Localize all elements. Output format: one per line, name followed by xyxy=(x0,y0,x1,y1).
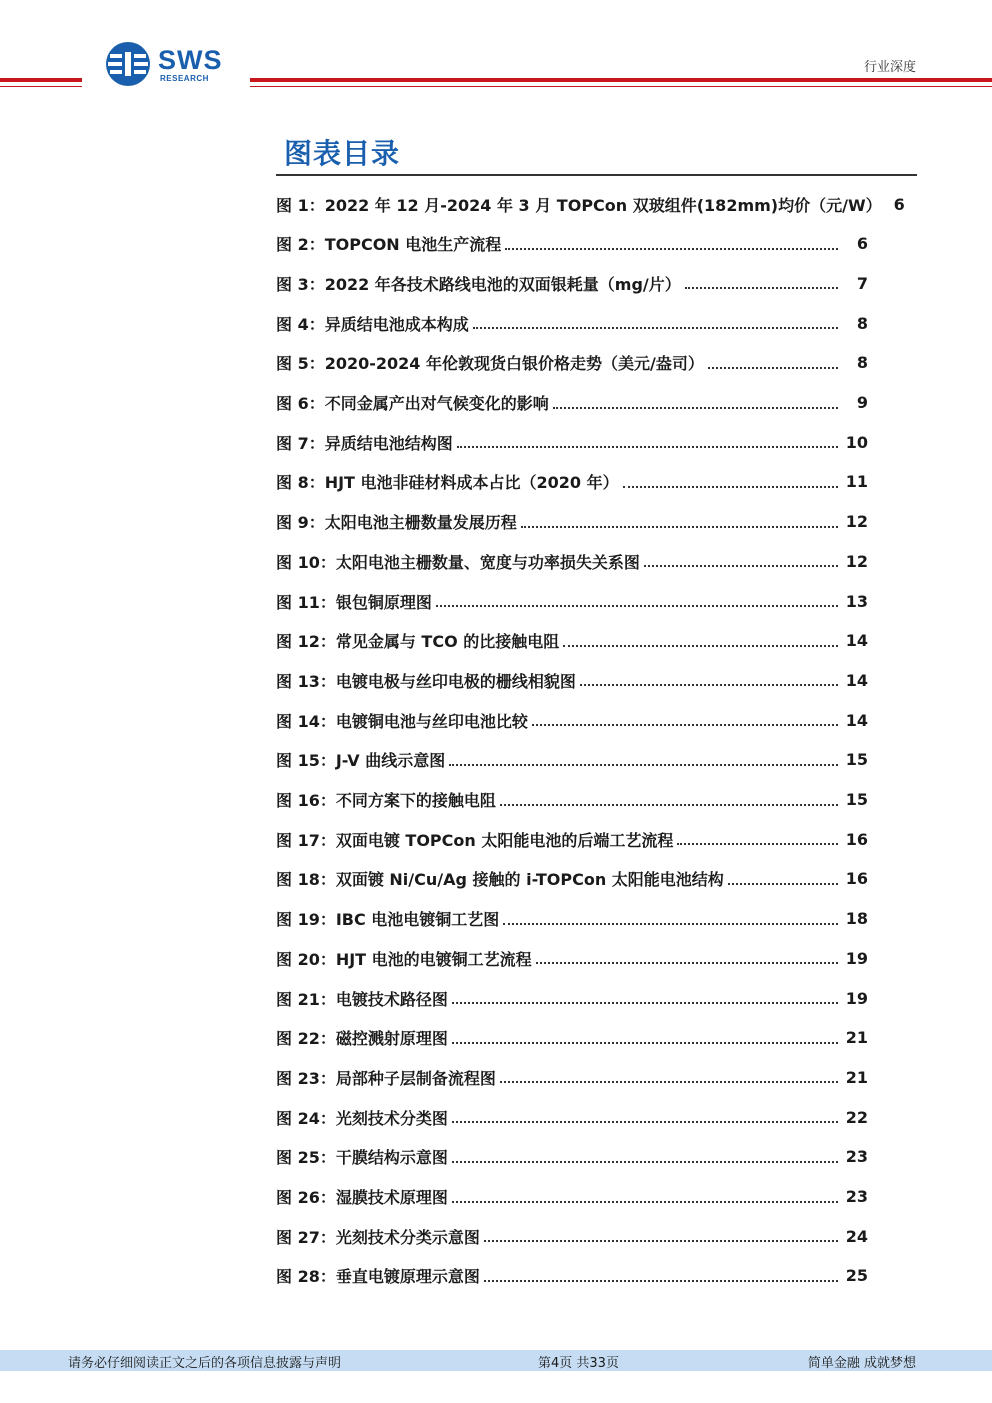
toc-entry-leader xyxy=(452,1201,838,1203)
toc-entry-leader xyxy=(436,605,838,607)
toc-entry-label: 图 4：异质结电池成本构成 xyxy=(276,314,469,334)
toc-entry-page: 23 xyxy=(845,1147,868,1167)
title-rule xyxy=(276,174,917,176)
logo-text: SWS xyxy=(158,45,223,75)
toc-entry-label: 图 6：不同金属产出对气候变化的影响 xyxy=(276,394,549,413)
toc-entry-page: 12 xyxy=(845,512,868,532)
footer-band xyxy=(0,1350,992,1371)
header-rule-right xyxy=(250,78,992,82)
toc-entry-label: 图 3：2022 年各技术路线电池的双面银耗量（mg/片） xyxy=(276,274,681,294)
toc-entry-page: 12 xyxy=(845,551,868,571)
toc-entry-label: 图 7：异质结电池结构图 xyxy=(276,433,453,453)
toc-entry-page: 22 xyxy=(845,1107,868,1127)
toc-entry-label: 图 8：HJT 电池非硅材料成本占比（2020 年） xyxy=(276,473,619,493)
footer-disclaimer: 请务必仔细阅读正文之后的各项信息披露与声明 xyxy=(68,1356,342,1371)
toc-entry[interactable] xyxy=(276,303,882,343)
toc-entry[interactable] xyxy=(276,660,882,700)
toc-entry-label: 图 12：常见金属与 TCO 的比接触电阻 xyxy=(276,632,560,652)
toc-entry[interactable] xyxy=(276,541,882,581)
toc-entry[interactable] xyxy=(276,700,882,740)
toc-entry[interactable] xyxy=(276,740,882,780)
toc-entry[interactable] xyxy=(276,383,882,423)
toc-entry-page: 8 xyxy=(856,353,868,373)
toc-entry-leader xyxy=(728,883,838,885)
toc-entry-page: 9 xyxy=(856,393,868,412)
toc-entry-leader xyxy=(500,1081,838,1083)
toc-entry-leader xyxy=(503,923,838,925)
header-rule-left-thin xyxy=(0,86,82,87)
sws-logo xyxy=(104,40,234,90)
toc-entry[interactable] xyxy=(276,263,882,303)
toc-entry[interactable] xyxy=(276,184,905,224)
toc-entry-label: 图 5：2020-2024 年伦敦现货白银价格走势（美元/盎司） xyxy=(276,354,704,374)
toc-entry-page: 21 xyxy=(845,1067,868,1087)
toc-entry[interactable] xyxy=(276,621,882,661)
toc-entry-leader xyxy=(452,1002,838,1004)
toc-entry[interactable] xyxy=(276,224,882,264)
toc-entry-leader xyxy=(563,645,838,647)
toc-entry-page: 19 xyxy=(845,948,868,968)
toc-entry-leader xyxy=(452,1121,838,1123)
toc-entry-page: 10 xyxy=(845,432,868,452)
toc-entry-page: 13 xyxy=(845,591,868,611)
toc-entry-label: 图 1：2022 年 12 月-2024 年 3 月 TOPCon 双玻组件(182mm)均价（元/W） xyxy=(276,195,882,215)
toc-entry-page: 7 xyxy=(856,273,868,293)
toc-entry-leader xyxy=(623,486,838,488)
toc-entry-label: 图 21：电镀技术路径图 xyxy=(276,989,448,1009)
toc-title: 图表目录 xyxy=(284,137,401,170)
toc-entry-label: 图 14：电镀铜电池与丝印电池比较 xyxy=(276,711,528,731)
header-rule-left xyxy=(0,78,82,82)
toc-entry-leader xyxy=(644,565,838,567)
toc-entry-page: 11 xyxy=(845,472,868,492)
toc-entry-label: 图 10：太阳电池主栅数量、宽度与功率损失关系图 xyxy=(276,552,640,572)
toc-entry-label: 图 20：HJT 电池的电镀铜工艺流程 xyxy=(276,949,532,969)
logo-subtext: RESEARCH xyxy=(160,74,209,83)
toc-entry-label: 图 11：银包铜原理图 xyxy=(276,592,432,612)
toc-entry-page: 8 xyxy=(856,313,868,333)
toc-entry[interactable] xyxy=(276,1256,882,1296)
toc-entry-page: 15 xyxy=(845,790,868,809)
toc-entry[interactable] xyxy=(276,462,882,502)
toc-entry-page: 19 xyxy=(845,988,868,1008)
toc-entry[interactable] xyxy=(276,780,882,820)
toc-entry-leader xyxy=(500,804,838,806)
toc-entry[interactable] xyxy=(276,819,882,859)
toc-entry-leader xyxy=(553,407,838,409)
toc-entry-leader xyxy=(473,327,838,329)
toc-entry-page: 14 xyxy=(845,670,868,690)
toc-entry-label: 图 25：干膜结构示意图 xyxy=(276,1148,448,1168)
toc-entry-leader xyxy=(580,684,838,686)
toc-entry-leader xyxy=(677,843,838,845)
toc-entry-page: 14 xyxy=(845,631,868,651)
toc-entry-label: 图 23：局部种子层制备流程图 xyxy=(276,1068,496,1088)
toc-entry-leader xyxy=(452,1161,838,1163)
toc-entry-label: 图 16：不同方案下的接触电阻 xyxy=(276,791,496,810)
toc-entry[interactable] xyxy=(276,1018,882,1058)
toc-entry-leader xyxy=(457,446,838,448)
toc-entry[interactable] xyxy=(276,859,882,899)
toc-entry-label: 图 26：湿膜技术原理图 xyxy=(276,1188,448,1207)
toc-entry[interactable] xyxy=(276,1177,882,1217)
toc-entry[interactable] xyxy=(276,1216,882,1256)
toc-entry-label: 图 18：双面镀 Ni/Cu/Ag 接触的 i-TOPCon 太阳能电池结构 xyxy=(276,870,724,890)
toc-entry-leader xyxy=(708,367,838,369)
report-category: 行业深度 xyxy=(863,60,916,75)
toc-entry-page: 16 xyxy=(845,869,868,889)
sws-logo-icon xyxy=(104,40,152,88)
toc-entry-page: 23 xyxy=(845,1187,868,1206)
toc-entry-label: 图 24：光刻技术分类图 xyxy=(276,1108,448,1128)
toc-entry-leader xyxy=(505,248,838,250)
toc-entry-label: 图 22：磁控溅射原理图 xyxy=(276,1029,448,1049)
toc-entry-label: 图 9：太阳电池主栅数量发展历程 xyxy=(276,513,517,533)
toc-entry-label: 图 13：电镀电极与丝印电极的栅线相貌图 xyxy=(276,671,576,691)
toc-entry-page: 16 xyxy=(845,829,868,849)
toc-entry-page: 14 xyxy=(845,710,868,730)
toc-entry-leader xyxy=(685,287,838,289)
toc-entry-page: 6 xyxy=(893,194,905,214)
toc-entry[interactable] xyxy=(276,1137,882,1177)
toc-entry[interactable] xyxy=(276,978,882,1018)
toc-entry-leader xyxy=(536,962,838,964)
toc-entry[interactable] xyxy=(276,1057,882,1097)
toc-entry-label: 图 28：垂直电镀原理示意图 xyxy=(276,1267,480,1287)
toc-entry-page: 21 xyxy=(845,1028,868,1048)
toc-entry-label: 图 27：光刻技术分类示意图 xyxy=(276,1227,480,1247)
toc-entry-label: 图 17：双面电镀 TOPCon 太阳能电池的后端工艺流程 xyxy=(276,830,674,850)
toc-entry-page: 15 xyxy=(845,750,868,770)
toc-entry-page: 25 xyxy=(845,1266,868,1286)
toc-entry-leader xyxy=(449,764,838,766)
header-rule-right-thin xyxy=(250,86,992,87)
toc-entry-leader xyxy=(484,1240,838,1242)
toc-entry[interactable] xyxy=(276,581,882,621)
toc-entry-page: 6 xyxy=(856,234,868,254)
footer-page-info: 第4页 共33页 xyxy=(538,1356,619,1371)
toc-entry-label: 图 2：TOPCON 电池生产流程 xyxy=(276,235,502,255)
toc-entry[interactable] xyxy=(276,1097,882,1137)
toc-entry-leader xyxy=(452,1042,838,1044)
footer-slogan: 简单金融 成就梦想 xyxy=(807,1356,916,1371)
toc-entry-leader xyxy=(521,526,838,528)
toc-entry[interactable] xyxy=(276,938,882,978)
toc-entry-leader xyxy=(484,1280,838,1282)
toc-entry[interactable] xyxy=(276,502,882,542)
toc-entry-page: 24 xyxy=(845,1226,868,1246)
toc-entry-page: 18 xyxy=(845,909,868,929)
toc-entry-label: 图 19：IBC 电池电镀铜工艺图 xyxy=(276,910,500,930)
toc-entry-leader xyxy=(532,724,838,726)
toc-entry[interactable] xyxy=(276,343,882,383)
toc-entry-label: 图 15：J-V 曲线示意图 xyxy=(276,751,446,771)
toc-entry[interactable] xyxy=(276,899,882,939)
toc-entry[interactable] xyxy=(276,422,882,462)
